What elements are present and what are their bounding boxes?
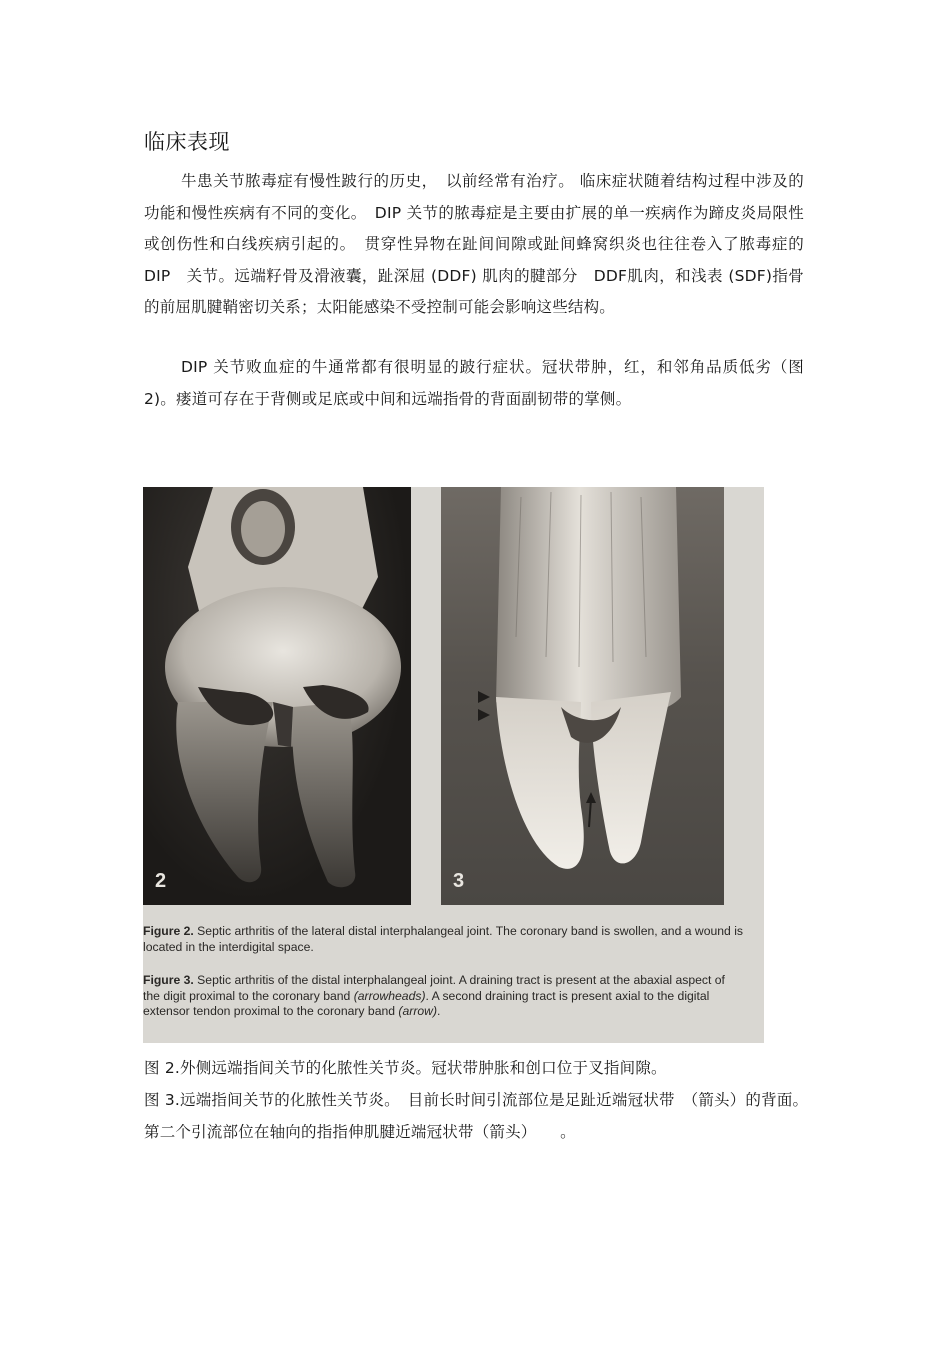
caption-italic-arrow: (arrow) bbox=[398, 1004, 438, 1018]
hoof-photo-figure-3 bbox=[441, 487, 724, 905]
paragraph-2: DIP 关节败血症的牛通常都有很明显的跛行症状。冠状带肿，红，和邻角品质低劣（图 2)。瘘道可存在于背侧或足底或中间和远端指骨的背面副韧带的掌侧。 bbox=[144, 358, 820, 408]
hoof-photo-left-illustration bbox=[143, 487, 411, 905]
panel-number-3: 3 bbox=[453, 870, 465, 892]
hoof-photo-right-illustration bbox=[441, 487, 724, 905]
caption-label-figure-2: Figure 2. bbox=[143, 924, 194, 938]
caption-italic-arrowheads: (arrowheads) bbox=[353, 988, 426, 1003]
caption-text-figure-2: Septic arthritis of the lateral distal interphalangeal joint. The coronary band is swollen, and a wound is located in the interdigital space. bbox=[143, 924, 744, 954]
english-caption-figure-3 bbox=[143, 973, 743, 1020]
panel-number-2: 2 bbox=[155, 870, 167, 892]
chinese-caption-figure-2: 图 2.外侧远端指间关节的化脓性关节炎。冠状带肿胀和创口位于叉指间隙。 bbox=[144, 1059, 667, 1077]
caption-text-figure-3-end: . bbox=[437, 1004, 441, 1018]
figure-image bbox=[143, 487, 764, 1043]
caption-label-figure-3: Figure 3. bbox=[143, 973, 194, 987]
paragraph-1: 牛患关节脓毒症有慢性跛行的历史， 以前经常有治疗。 临床症状随着结构过程中涉及的功能和慢性疾病有不同的变化。 DIP 关节的脓毒症是主要由扩展的单一疾病作为蹄皮炎局限性或创伤性和白线疾病引起的。 贯穿性异物在趾间间隙或趾间蜂窝织炎也往往卷入了脓毒症的 DIP 关节。远端籽骨及滑液囊，趾深屈 (DDF) 肌肉的腱部分 DDF肌肉，和浅表 (SDF)指骨的前屈肌腱鞘密切关系；太阳能感染不受控制可能会影响这些结构。 bbox=[144, 172, 820, 316]
section-heading: 临床表现 bbox=[144, 130, 230, 154]
english-caption-figure-2 bbox=[143, 924, 743, 955]
chinese-caption-figure-3: 图 3.远端指间关节的化脓性关节炎。 目前长时间引流部位是足趾近端冠状带 （箭头）的背面。第二个引流部位在轴向的指指伸肌腱近端冠状带（箭头） 。 bbox=[144, 1091, 809, 1141]
caption-text-figure-3-a: Septic arthritis of the distal interphalangeal joint. A draining tract is present at the abaxial aspect of the digit proximal to the coronary band bbox=[143, 973, 725, 1003]
caption-text-figure-3-b: . A second draining tract is present axial to the digital extensor tendon proximal to the coronary band bbox=[143, 988, 710, 1018]
hoof-photo-figure-2 bbox=[143, 487, 411, 905]
